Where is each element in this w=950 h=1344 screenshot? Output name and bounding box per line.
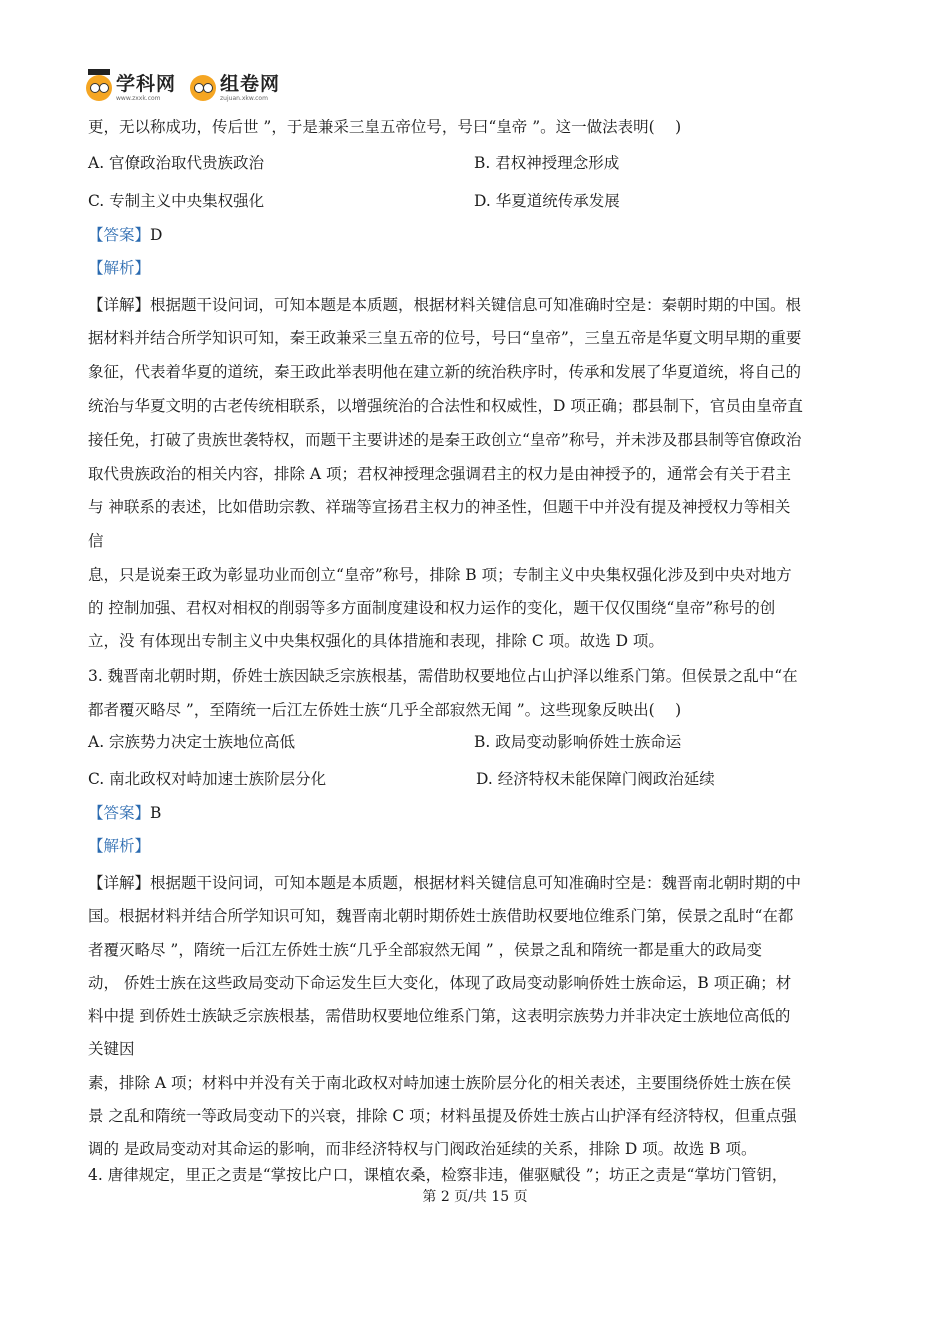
answer-value: D [150, 226, 163, 244]
detail-text: 根据题干设问词，可知本题是本质题，根据材料关键信息可知准确时空是：秦朝时期的中国。根 [150, 296, 802, 314]
page-number: 第 2 页/共 15 页 [422, 1189, 528, 1205]
zujuan-logo-name: 组卷网 [220, 72, 281, 95]
q3-option-d: D. 经济特权未能保障门阀政治延续 [476, 770, 715, 788]
header-logos [86, 68, 294, 108]
q3-detail-line: 者覆灭略尽 ”，隋统一后江左侨姓士族“几乎全部寂然无闻 ” ，侯景之乱和隋统一都是重大的政局变 [88, 941, 763, 959]
q3-answer [88, 802, 161, 824]
q3-option-a: A. 宗族势力决定士族地位高低 [88, 733, 296, 751]
q2-detail-line: 息，只是说秦王政为彰显功业而创立“皇帝”称号，排除 B 项；专制主义中央集权强化涉及到中央对地方 [88, 566, 792, 584]
q2-analysis-tag: 【解析】 [88, 259, 151, 277]
detail-text: 根据题干设问词，可知本题是本质题，根据材料关键信息可知准确时空是：魏晋南北朝时期的中 [150, 874, 802, 892]
q2-option-a: A. 官僚政治取代贵族政治 [88, 154, 265, 172]
q2-detail-line: 象征，代表着华夏的道统，秦王政此举表明他在建立新的统治秩序时，传承和发展了华夏道统，将自己的 [88, 363, 802, 381]
q3-detail-line: 料中提 到侨姓士族缺乏宗族根基，需借助权要地位维系门第，这表明宗族势力并非决定士族地位高低的 [88, 1007, 791, 1025]
q3-detail-line: 景 之乱和隋统一等政局变动下的兴衰，排除 C 项；材料虽提及侨姓士族占山护泽有经济特权，但重点强 [88, 1107, 797, 1125]
owl-mascot-icon [190, 75, 216, 101]
q3-option-c: C. 南北政权对峙加速士族阶层分化 [88, 770, 327, 788]
q3-option-b: B. 政局变动影响侨姓士族命运 [474, 733, 682, 751]
q2-detail-line: 的 控制加强、君权对相权的削弱等多方面制度建设和权力运作的变化，题干仅仅围绕“皇帝”称号的创 [88, 599, 776, 617]
zujuan-logo [190, 72, 281, 102]
zxxk-logo-name: 学科网 [116, 72, 177, 95]
q3-detail-line [88, 872, 801, 894]
zxxk-logo [86, 72, 177, 102]
q3-stem-line: 都者覆灭略尽 ”，至隋统一后江左侨姓士族“几乎全部寂然无闻 ”。这些现象反映出( ) [88, 701, 682, 719]
q2-answer [88, 224, 162, 246]
q2-detail-line: 信 [88, 532, 104, 550]
detail-tag: 【详解】 [88, 296, 151, 314]
q2-stem-end: 更，无以称成功，传后世 ”，于是兼采三皇五帝位号，号曰“皇帝 ”。这一做法表明( ) [88, 118, 682, 136]
q2-detail-line: 立，没 有体现出专制主义中央集权强化的具体措施和表现，排除 C 项。故选 D 项。 [88, 632, 664, 650]
answer-tag: 【答案】 [88, 804, 151, 822]
answer-value: B [150, 804, 162, 822]
q3-analysis-tag: 【解析】 [88, 837, 151, 855]
q4-stem-line: 4. 唐律规定，里正之责是“掌按比户口，课植农桑，检察非违，催驱赋役 ”；坊正之责是“掌坊门管钥， [88, 1166, 788, 1184]
q2-detail-line: 统治与华夏文明的古老传统相联系，以增强统治的合法性和权威性，D 项正确；郡县制下，官员由皇帝直 [88, 397, 803, 415]
q2-detail-line: 与 神联系的表述，比如借助宗教、祥瑞等宣扬君主权力的神圣性，但题干中并没有提及神授权力等相关 [88, 498, 791, 516]
q2-detail-line: 据材料并结合所学知识可知，秦王政兼采三皇五帝的位号，号曰“皇帝”，三皇五帝是华夏文明早期的重要 [88, 329, 802, 347]
q3-detail-line: 调的 是政局变动对其命运的影响，而非经济特权与门阀政治延续的关系，排除 D 项。故选 B 项。 [88, 1140, 757, 1158]
q2-option-c: C. 专制主义中央集权强化 [88, 192, 265, 210]
q2-option-d: D. 华夏道统传承发展 [474, 192, 620, 210]
q2-option-b: B. 君权神授理念形成 [474, 154, 620, 172]
q3-stem-line: 3. 魏晋南北朝时期，侨姓士族因缺乏宗族根基，需借助权要地位占山护泽以维系门第。但侯景之乱中“在 [88, 667, 798, 685]
q2-detail-line [88, 294, 801, 316]
q3-detail-line: 动， 侨姓士族在这些政局变动下命运发生巨大变化，体现了政局变动影响侨姓士族命运，B 项正确；材 [88, 974, 792, 992]
zxxk-logo-url: www.zxxk.com [116, 94, 161, 102]
q3-detail-line: 素，排除 A 项；材料中并没有关于南北政权对峙加速士族阶层分化的相关表述，主要围绕侨姓士族在侯 [88, 1074, 792, 1092]
q2-detail-line: 取代贵族政治的相关内容，排除 A 项；君权神授理念强调君主的权力是由神授予的，通常会有关于君主 [88, 465, 792, 483]
owl-mascot-icon [86, 75, 112, 101]
answer-tag: 【答案】 [88, 226, 151, 244]
detail-tag: 【详解】 [88, 874, 151, 892]
q3-detail-line: 关键因 [88, 1040, 135, 1058]
q2-detail-line: 接任免，打破了贵族世袭特权，而题干主要讲述的是秦王政创立“皇帝”称号，并未涉及郡县制等官僚政治 [88, 431, 802, 449]
q3-detail-line: 国。根据材料并结合所学知识可知，魏晋南北朝时期侨姓士族借助权要地位维系门第，侯景之乱时“在都 [88, 907, 794, 925]
zujuan-logo-url: zujuan.xkw.com [220, 94, 268, 102]
